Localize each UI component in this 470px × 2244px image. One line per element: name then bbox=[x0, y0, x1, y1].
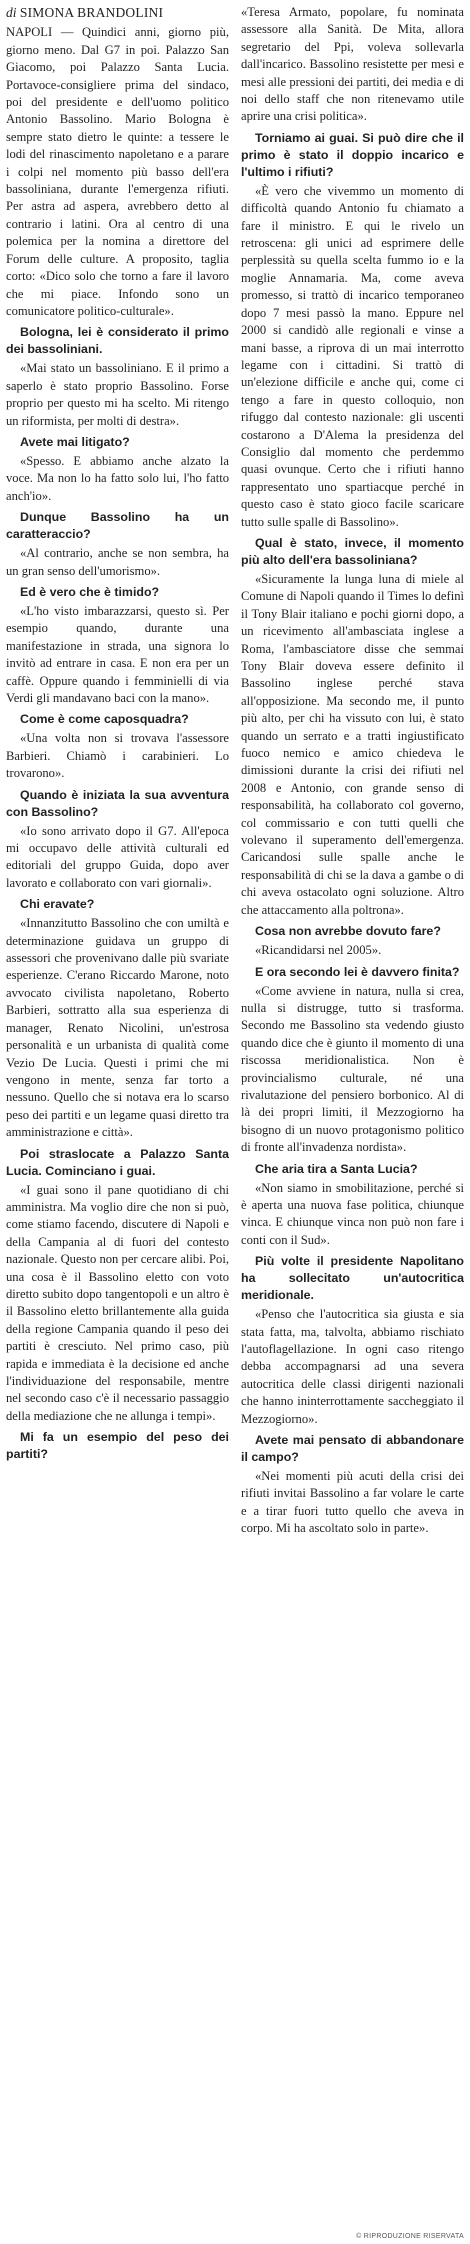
column-right bbox=[241, 4, 464, 2224]
interview-question: Poi straslocate a Palazzo Santa Lucia. Cominciano i guai. bbox=[6, 1146, 229, 1178]
byline-prefix: di bbox=[6, 5, 17, 20]
interview-question: Più volte il presidente Napolitano ha sollecitato un'autocritica meridionale. bbox=[241, 1254, 464, 1303]
interview-answer: «Al contrario, anche se non sembra, ha un gran senso dell'umorismo». bbox=[6, 546, 229, 578]
interview-answer: «Penso che l'autocritica sia giusta e sia stata fatta, ma, talvolta, abbiamo rischiato l'autoflagellazione. In ogni caso ritengo debba accompagnarsi ad una severa autocritica delle classi dirigenti nazionali che hanno ininterrottamente saccheggiato il Mezzogiorno». bbox=[241, 1307, 464, 1426]
interview-answer: «Spesso. E abbiamo anche alzato la voce. Ma non lo ha fatto solo lui, l'ho fatto anch'io». bbox=[6, 453, 229, 503]
interview-answer: «Io sono arrivato dopo il G7. All'epoca mi occupavo delle attività culturali ed editoriali del gruppo Guida, dopo aver lavorato e collaborato con vari giornali». bbox=[6, 823, 229, 890]
interview-answer: «Innanzitutto Bassolino che con umiltà e determinazione guidava un gruppo di assessori che provenivano dalle più svariate esperienze. C'erano Riccardo Marone, noto avvocato civilista napoletano, Roberto Barbieri, sottratto alla sua esperienza di manager, Renato Nicolini, un'estrosa personalità e un urbanista di qualità come Vezio De Lucia. Questi i primi che mi vengono in mente, senza far torto a nessuno. Quello che si notava era lo scarso peso dei partiti e un legame quasi diretto tra amministrazione e città». bbox=[6, 916, 229, 1140]
interview-answer: NAPOLI — Quindici anni, giorno più, giorno meno. Dal G7 in poi. Palazzo San Giacomo, poi Palazzo Santa Lucia. Portavoce-consigliere prima del sindaco, poi del presidente e dell'uomo politico Antonio Bassolino. Mario Bologna è sempre stato dietro le quinte: a tessere le lodi del rinascimento napoletano e a parare i colpi nel momento più basso dell'era bassoliniana, durante l'emergenza rifiuti. Per astra ad aspera, avrebbero detto al contrario i latini. Ora al centro di una polemica per la nomina a direttore del Forum delle culture. A proposito, taglia corto: «Dico solo che torno a fare il lavoro che mi piace. Infondo sono un comunicatore politico-culturale». bbox=[6, 25, 229, 318]
interview-answer: «Ricandidarsi nel 2005». bbox=[255, 943, 382, 958]
interview-question: Torniamo ai guai. Si può dire che il primo è stato il doppio incarico e l'ultimo i rifiuti? bbox=[241, 130, 464, 179]
interview-question: Cosa non avrebbe dovuto fare? bbox=[255, 924, 441, 939]
interview-question: Avete mai pensato di abbandonare il campo? bbox=[241, 1433, 464, 1465]
interview-answer: «Una volta non si trovava l'assessore Barbieri. Chiamò i carabinieri. Lo trovarono». bbox=[6, 731, 229, 781]
interview-answer: «Sicuramente la lunga luna di miele al Comune di Napoli quando il Times lo definì il Tony Blair italiano e pochi giorni dopo, a un ricevimento all'ambasciata inglese a Roma, l'ambasciatore disse che semmai Tony Blair doveva essere definito il Bassolino inglese perché stava all'opposizione. Ma secondo me, il punto più alto, per chi ha vissuto con lui, è stato quando un serrato e a tratti ingiustificato fuoco nemico e amico chiedeva le dimissioni durante la crisi dei rifiuti nel 2008 e Antonio, con grande senso di responsabilità, ha collaborato col governo, col commissario e con tutti quelli che volevano il superamento dell'emergenza. Caricandosi sulle spalle anche le responsabilità di chi se la dava a gambe o di chi aveva ostacolato ogni soluzione. Altro che attaccamento alla poltrona». bbox=[241, 571, 464, 917]
interview-question: E ora secondo lei è davvero finita? bbox=[255, 964, 460, 979]
interview-question: Dunque Bassolino ha un caratteraccio? bbox=[6, 510, 229, 542]
interview-question: Mi fa un esempio del peso dei partiti? bbox=[6, 1430, 229, 1462]
interview-question: Come è come caposquadra? bbox=[20, 712, 189, 727]
interview-question: Quando è iniziata la sua avventura con Bassolino? bbox=[6, 787, 229, 819]
interview-answer: «Teresa Armato, popolare, fu nominata assessore alla Sanità. De Mita, allora segretario del Ppi, voleva sollevarla dall'incarico. Bassolino resistette per mesi e mesi alle pressioni dei partiti, dei media e di noi dello staff che non ritenevamo utile aprire una crisi politica». bbox=[241, 5, 464, 124]
interview-question: Che aria tira a Santa Lucia? bbox=[255, 1161, 418, 1176]
interview-question: Qual è stato, invece, il momento più alto dell'era bassoliniana? bbox=[241, 535, 464, 567]
interview-answer: «Non siamo in smobilitazione, perché si è aperta una nuova fase politica, chiunque vinca. E chiunque vinca non può non fare i conti con il Sud». bbox=[241, 1180, 464, 1247]
interview-answer: «L'ho visto imbarazzarsi, questo sì. Per esempio quando, durante una manifestazione in strada, una signora lo invitò ad entrare in casa. E non era per un caffè. Oppure quando i femminielli di via Verdi gli mandavano baci con la mano». bbox=[6, 603, 229, 705]
interview-answer: «È vero che vivemmo un momento di difficoltà quando Antonio fu chiamato a fare il ministro. E qui le rivelo un retroscena: gli unici ad esprimere delle perplessità su quella scelta fummo io e la moglie Annamaria. Ma, come aveva promesso, si trattò di incarico temporaneo dopo 7 mesi passò la mano. Eppure nel 2000 si candidò alle regionali e vinse a mani basse, a riprova di un mai interrotto legame con i cittadini. Si trattò di un'elezione difficile e anche qui, come ci tengo a fare in questo colloquio, non rifuggo dal contesto nazionale: gli uscenti costarono a D'Alema la presidenza del Consiglio dal momento che perdemmo quasi ovunque. Certo che i rifiuti hanno rappresentato uno spartiacque perché in questo caso è stato gioco facile scaricare tutto sulle spalle di Bassolino». bbox=[241, 183, 464, 529]
byline-author: SIMONA BRANDOLINI bbox=[19, 5, 164, 20]
column-left bbox=[6, 4, 229, 2224]
interview-question: Ed è vero che è timido? bbox=[20, 584, 160, 599]
interview-answer: «Come avviene in natura, nulla si crea, nulla si distrugge, tutto si trasforma. Secondo me Bassolino sta vedendo giusto quando dice che è giunto il momento di una riscossa meridionalistica. Non è provincialismo culturale, né una rivalutazione del pensiero borbonico. Al di là dei propri limiti, il Mezzogiorno ha bisogno di un nuovo protagonismo politico di fronte all'invadenza nordista». bbox=[241, 983, 464, 1155]
interview-question: Bologna, lei è considerato il primo dei bassoliniani. bbox=[6, 325, 229, 357]
interview-question: Avete mai litigato? bbox=[20, 434, 130, 449]
interview-question: Chi eravate? bbox=[20, 897, 95, 912]
interview-answer: «Nei momenti più acuti della crisi dei rifiuti invitai Bassolino a far volare le carte e a tirar fuori tutto quello che aveva in corpo. Mi ha ascoltato solo in parte». bbox=[241, 1469, 464, 1536]
copyright-notice: © RIPRODUZIONE RISERVATA bbox=[356, 2233, 464, 2240]
interview-answer: «I guai sono il pane quotidiano di chi amministra. Ma voglio dire che non si può, come stiamo facendo, discutere di Napoli e della Campania al di fuori del contesto nazionale. Questo non per cercare alibi. Poi, una cosa è il Bassolino eletto con voto diretto subito dopo tangentopoli e un altro è il Bassolino eletto brillantemente alla guida della regione Campania quando il peso dei partiti è cresciuto. Nel primo caso, più rapida e immediata è la decisione ed anche l'individuazione del responsabile, mentre nel secondo caso c'è il necessario passaggio della mediazione che ne allunga i tempi». bbox=[6, 1182, 229, 1423]
article-columns bbox=[6, 4, 464, 2224]
byline bbox=[6, 4, 229, 21]
interview-answer: «Mai stato un bassoliniano. E il primo a saperlo è stato proprio Bassolino. Forse proprio per questo mi ha scelto. Mi ritengo un riformista, per molti di destra». bbox=[6, 361, 229, 428]
